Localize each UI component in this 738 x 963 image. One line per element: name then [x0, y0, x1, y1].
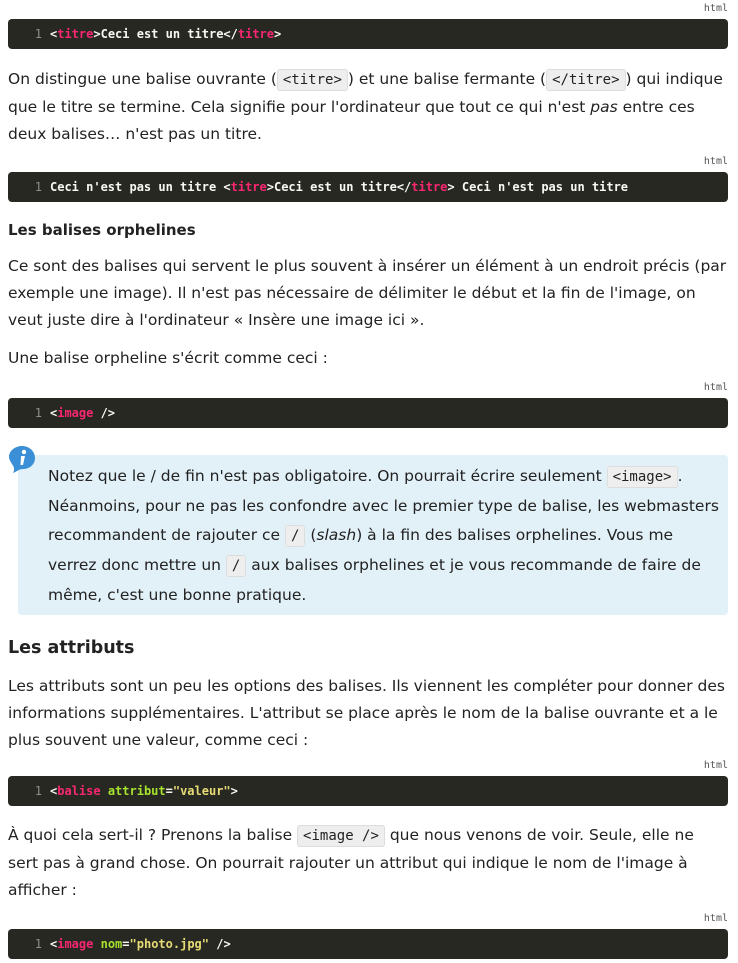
inline-code: <image> — [607, 466, 678, 488]
code-block — [8, 172, 728, 202]
code-token: < — [50, 937, 58, 951]
code-token: = — [165, 784, 173, 798]
code-language-label: html — [703, 3, 728, 14]
section-subheading: Les balises orphelines — [8, 221, 196, 239]
code-string: "photo.jpg" — [129, 937, 209, 951]
code-text: Ceci n'est pas un titre — [50, 180, 224, 194]
code-tag-name: titre — [237, 27, 274, 41]
code-string: "valeur" — [172, 784, 231, 798]
paragraph: À quoi cela sert-il ? Prenons la balise <image /> que nous venons de voir. Seule, elle ne sert pas à grand chose. On pourrait rajouter un attribut qui indique le nom de l'image à afficher : — [8, 826, 694, 899]
info-callout — [18, 455, 728, 615]
inline-code: <image /> — [297, 825, 385, 847]
code-text: Ceci n'est pas un titre — [454, 180, 629, 194]
info-icon — [8, 444, 38, 474]
paragraph: On distingue une balise ouvrante ( <titre> ) et une balise fermante ( </titre> ) qui indique que le titre se termine. Cela signifie pour l'ordinateur que tout ce qui n'est pas entre ces deux balises… n'est pas un titre. — [8, 70, 723, 143]
line-number: 1 — [34, 27, 42, 41]
code-token: /> — [209, 937, 231, 951]
code-block — [8, 19, 728, 49]
line-number: 1 — [34, 937, 42, 951]
code-tag-name: titre — [230, 180, 267, 194]
code-token: > — [274, 27, 282, 41]
inline-code: <titre> — [277, 69, 348, 91]
code-tag-name: balise — [57, 784, 101, 798]
code-token: /> — [93, 406, 116, 420]
info-callout-text: Notez que le / de fin n'est pas obligatoire. On pourrait écrire seulement <image> . Néanmoins, pour ne pas les confondre avec le premier type de balise, les webmasters recommandent de rajouter ce / (slash) à la fin des balises orphelines. Vous me verrez donc mettre un / aux balises orphelines et je vous recommande de faire de même, c'est une bonne pratique. — [48, 467, 719, 604]
code-language-label: html — [703, 760, 728, 771]
code-token: < — [50, 27, 58, 41]
code-language-label: html — [703, 913, 728, 924]
paragraph: Les attributs sont un peu les options des balises. Ils viennent les compléter pour donner des informations supplémentaires. L'attribut se place après le nom de la balise ouvrante et a le plus souvent une valeur, comme ceci : — [8, 677, 725, 749]
code-token: < — [50, 406, 58, 420]
line-number: 1 — [34, 406, 42, 420]
inline-code: / — [285, 525, 305, 547]
code-token: = — [122, 937, 130, 951]
code-token: < — [223, 180, 231, 194]
section-heading: Les attributs — [8, 638, 135, 658]
code-tag-name: image — [57, 937, 94, 951]
code-token: < — [50, 784, 58, 798]
code-token: > — [93, 27, 101, 41]
line-number: 1 — [34, 784, 42, 798]
code-language-label: html — [703, 382, 728, 393]
code-block — [8, 929, 728, 959]
code-tag-name: titre — [57, 27, 94, 41]
code-text: Ceci est un titre — [273, 180, 397, 194]
code-token: > — [447, 180, 455, 194]
code-token: > — [266, 180, 274, 194]
code-block — [8, 776, 728, 806]
code-tag-name: titre — [411, 180, 448, 194]
code-language-label: html — [703, 156, 728, 167]
inline-code: </titre> — [546, 69, 625, 91]
code-text: Ceci est un titre — [100, 27, 224, 41]
code-attribute: attribut — [107, 784, 166, 798]
paragraph: Ce sont des balises qui servent le plus souvent à insérer un élément à un endroit précis (par exemple une image). Il n'est pas nécessaire de délimiter le début et la fin de l'image, on veut juste dire à l'ordinateur « Insère une image ici ». — [8, 257, 727, 329]
paragraph: Une balise orpheline s'écrit comme ceci : — [8, 349, 328, 367]
code-attribute: nom — [100, 937, 123, 951]
code-block — [8, 398, 728, 428]
code-tag-name: image — [57, 406, 94, 420]
line-number: 1 — [34, 180, 42, 194]
code-token: </ — [396, 180, 412, 194]
code-token: > — [230, 784, 238, 798]
code-token: </ — [223, 27, 238, 41]
inline-code: / — [226, 555, 246, 577]
